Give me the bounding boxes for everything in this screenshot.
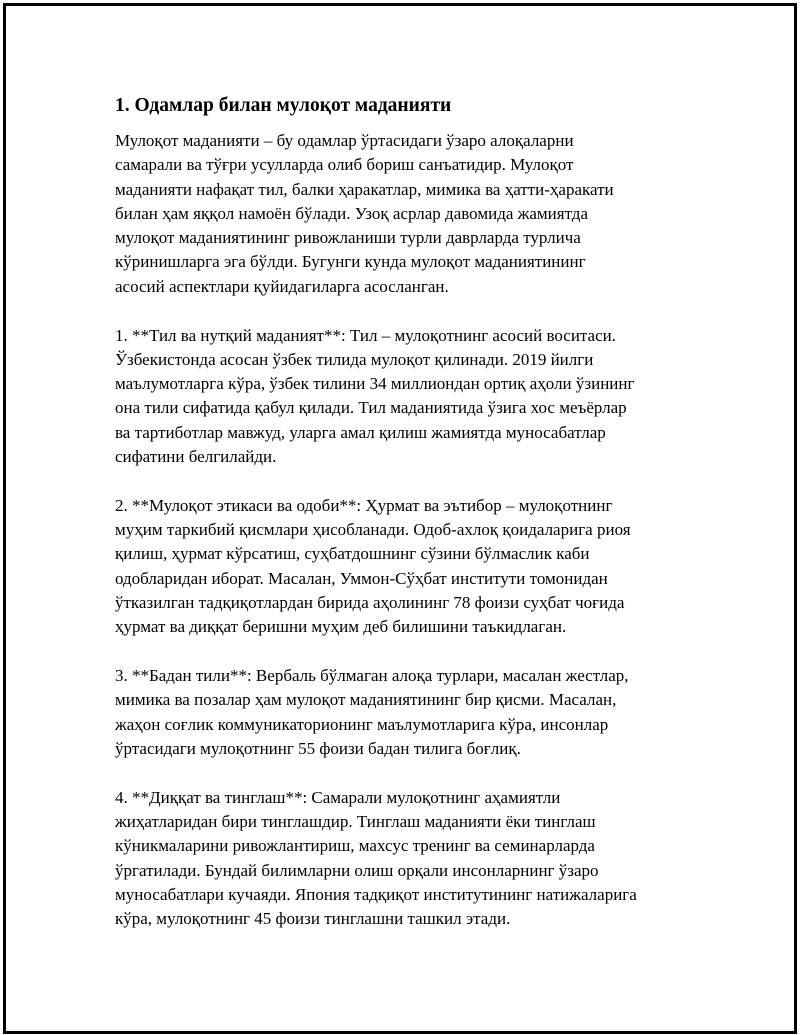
- text-line: ўтказилган тадқиқотлардан бирида аҳолининг 78 фоизи суҳбат чоғида: [115, 593, 625, 613]
- text-line: кўникмаларини ривожлантириш, махсус тренинг ва семинарларда: [115, 836, 595, 856]
- text-line: самарали ва тўғри усулларда олиб бориш санъатидир. Мулоқот: [115, 155, 574, 175]
- text-line: одобларидан иборат. Масалан, Уммон-Сўҳбат институти томонидан: [115, 568, 608, 588]
- text-line: билан ҳам яққол намоён бўлади. Узоқ асрлар давомида жамиятда: [115, 203, 589, 223]
- text-line: кўринишларга эга бўлди. Бугунги кунда мулоқот маданиятининг: [115, 252, 586, 272]
- text-line: Мулоқот маданияти – бу одамлар ўртасидаги ўзаро алоқаларни: [115, 131, 574, 150]
- text-line: маданияти нафақат тил, балки ҳаракатлар, мимика ва ҳатти-ҳаракати: [115, 179, 614, 199]
- text-line: жаҳон соғлик коммуникаторионинг маълумотларига кўра, инсонлар: [115, 714, 609, 734]
- paragraph-body-language: [115, 664, 695, 761]
- text-line: ҳурмат ва диққат беришни муҳим деб билишини таъкидлаган.: [115, 617, 567, 637]
- text-line: сифатини белгилайди.: [115, 447, 277, 467]
- text-line: 4. **Диққат ва тинглаш**: Самарали мулоқотнинг аҳамиятли: [115, 787, 561, 807]
- text-line: қилиш, ҳурмат кўрсатиш, суҳбатдошнинг сўзини бўлмаслик каби: [115, 544, 590, 564]
- text-line: асосий аспектлари қуйидагиларга асосланган.: [115, 276, 449, 296]
- text-line: муҳим таркибий қисмлари ҳисобланади. Одоб-ахлоқ қоидаларига риоя: [115, 520, 631, 540]
- paragraph-ethics: [115, 494, 695, 640]
- text-line: ва тартиботлар мавжуд, уларга амал қилиш жамиятда муносабатлар: [115, 422, 606, 442]
- text-line: 3. **Бадан тили**: Вербаль бўлмаган алоқа турлари, масалан жестлар,: [115, 666, 629, 686]
- paragraph-intro: [115, 129, 695, 299]
- document-title: 1. Одамлар билан мулоқот маданияти: [115, 95, 452, 116]
- text-line: 2. **Мулоқот этикаси ва одоби**: Ҳурмат ва эътибор – мулоқотнинг: [115, 495, 613, 515]
- text-line: Ўзбекистонда асосан ўзбек тилида мулоқот қилинади. 2019 йилги: [115, 349, 594, 369]
- text-line: маълумотларга кўра, ўзбек тилини 34 миллиондан ортиқ аҳоли ўзининг: [115, 374, 635, 394]
- text-line: мимика ва позалар ҳам мулоқот маданиятининг бир қисми. Масалан,: [115, 690, 617, 710]
- text-line: мулоқот маданиятининг ривожланиши турли даврларда турлича: [115, 228, 581, 248]
- text-line: кўра, мулоқотнинг 45 фоизи тинглашни ташкил этади.: [115, 909, 511, 929]
- paragraph-language: [115, 324, 695, 470]
- text-line: жиҳатларидан бири тинглашдир. Тинглаш маданияти ёки тинглаш: [115, 812, 596, 832]
- text-line: муносабатлари кучаяди. Япония тадқиқот институтининг натижаларига: [115, 885, 637, 905]
- text-line: она тили сифатида қабул қилади. Тил маданиятида ўзига хос меъёрлар: [115, 398, 627, 418]
- document-body: [115, 92, 695, 956]
- text-line: ўргатилади. Бундай билимларни олиш орқали инсонларнинг ўзаро: [115, 860, 599, 880]
- text-line: 1. **Тил ва нутқий маданият**: Тил – мулоқотнинг асосий воситаси.: [115, 325, 616, 345]
- text-line: ўртасидаги мулоқотнинг 55 фоизи бадан тилига боғлиқ.: [115, 739, 521, 759]
- paragraph-listening: [115, 786, 695, 932]
